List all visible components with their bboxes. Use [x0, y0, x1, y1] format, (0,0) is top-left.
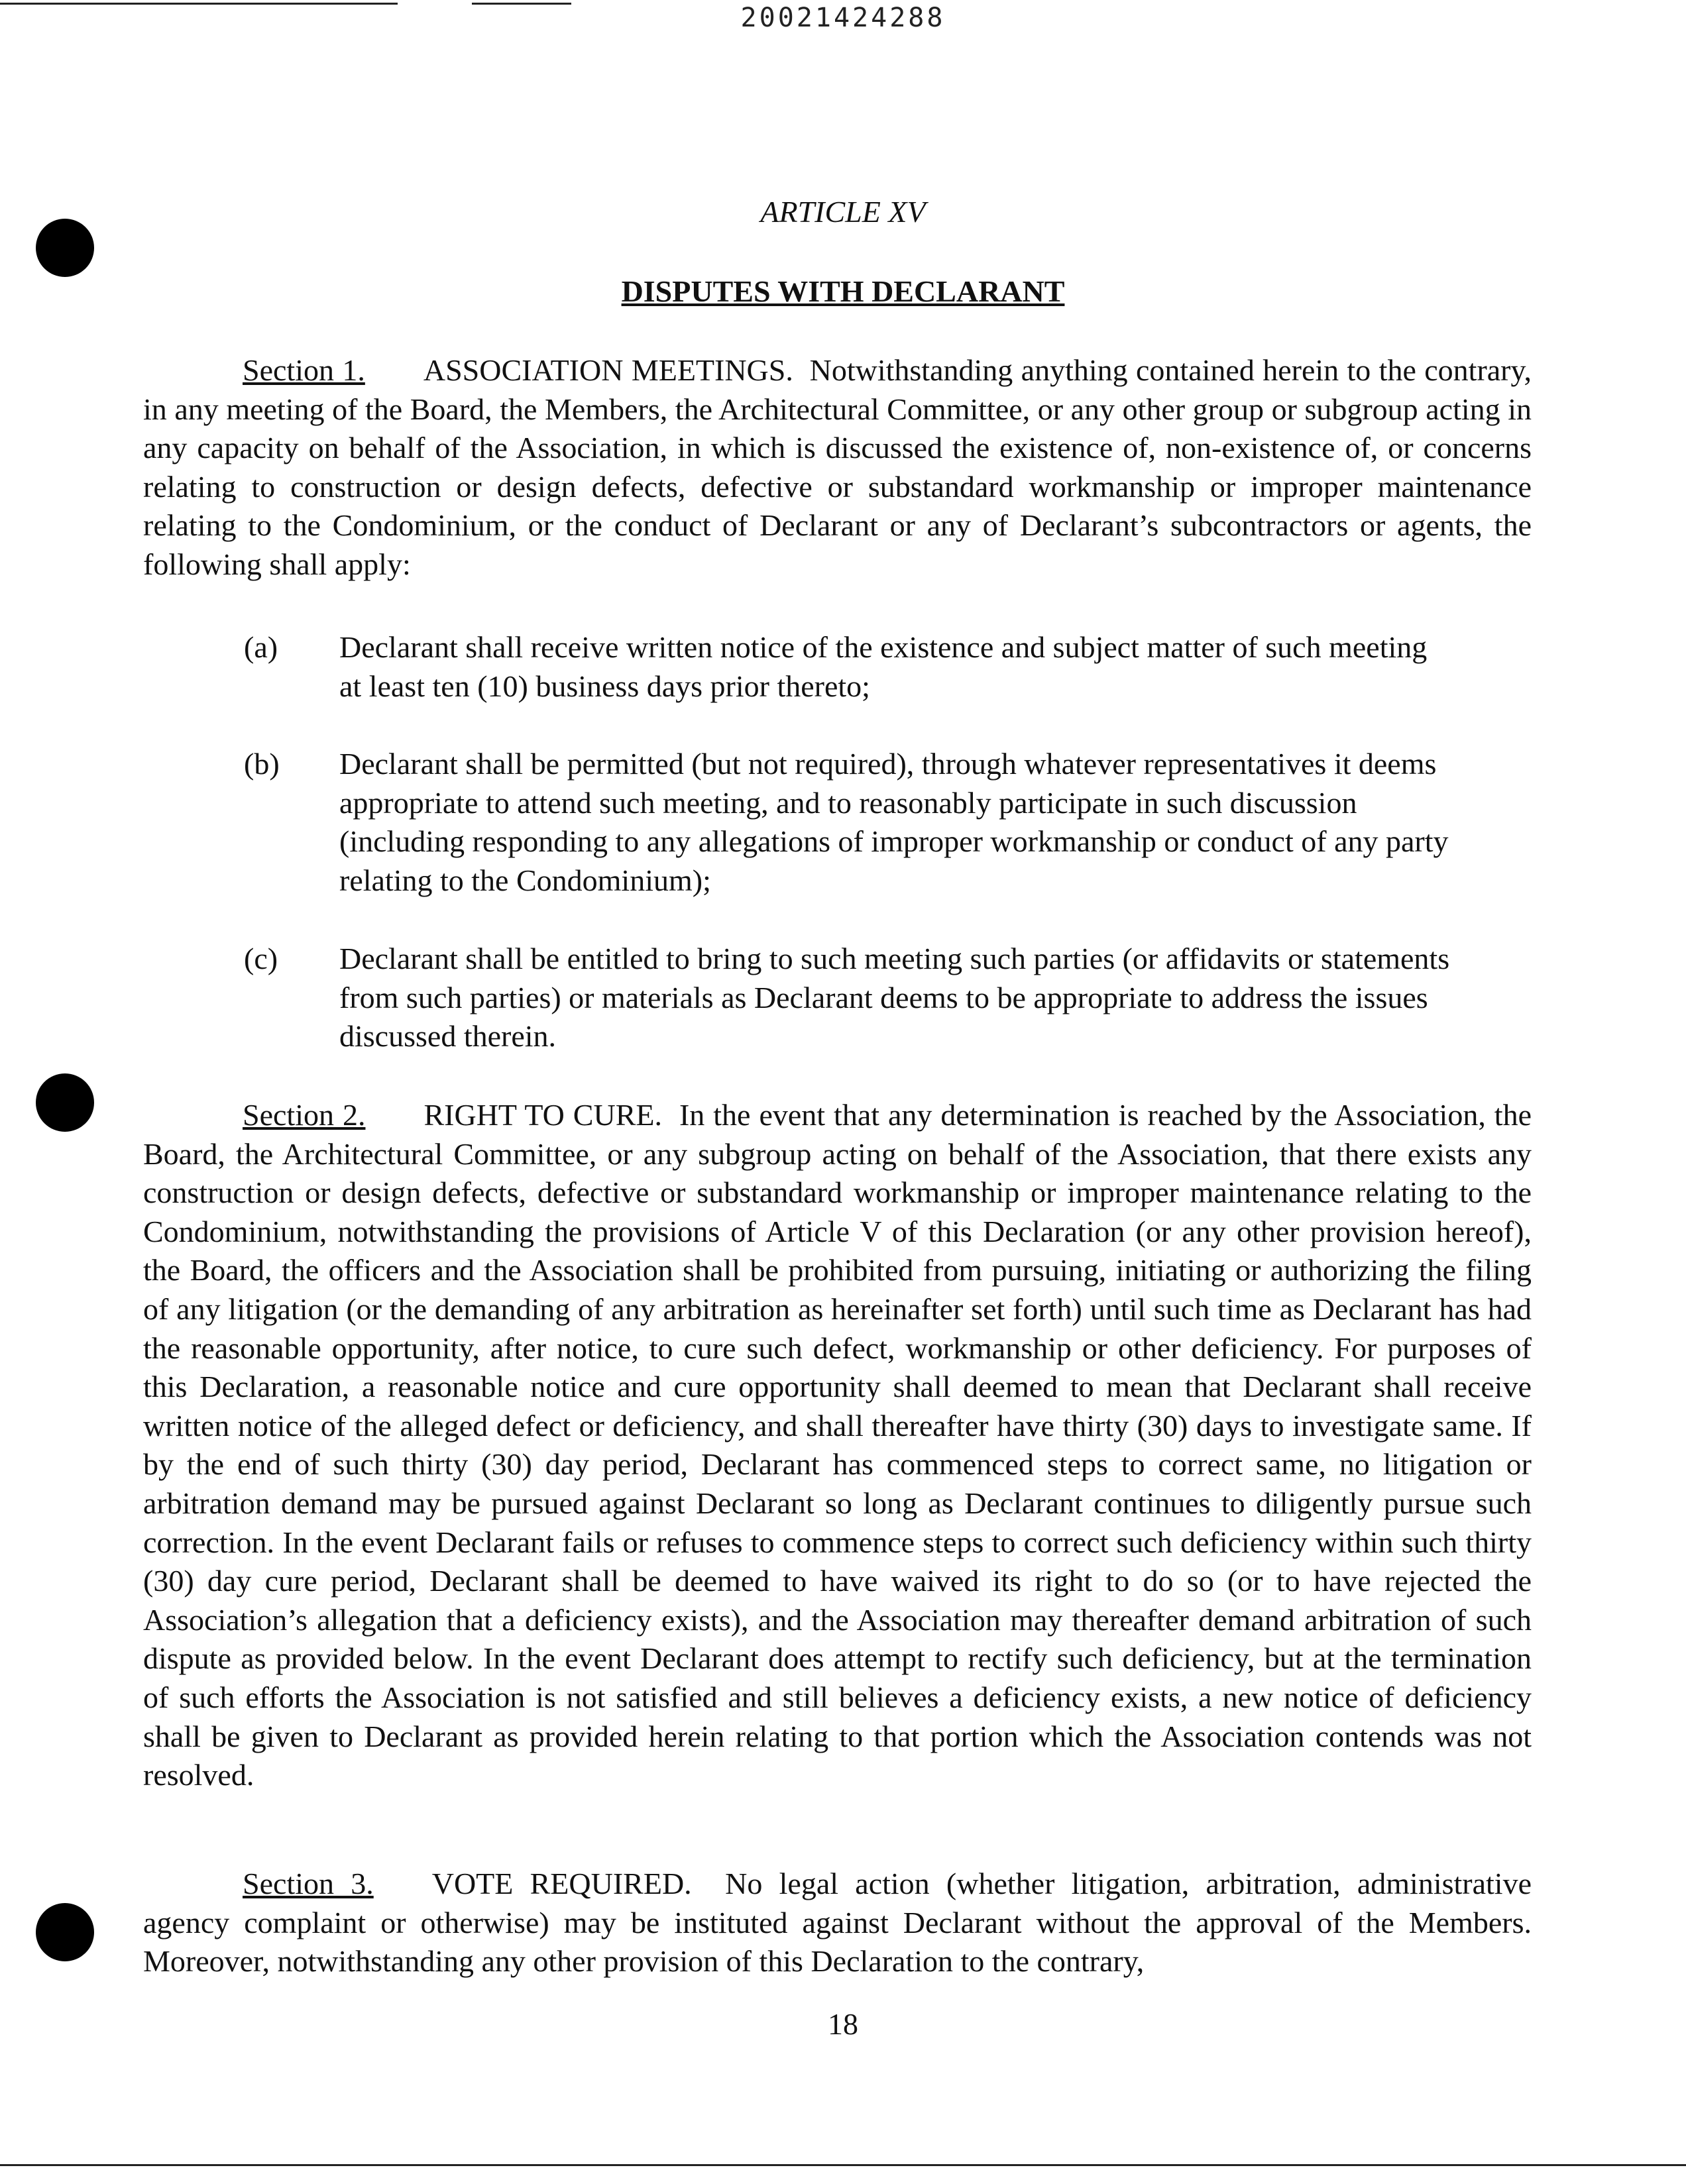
punch-hole-bottom — [36, 1903, 94, 1961]
article-title: DISPUTES WITH DECLARANT — [621, 274, 1065, 308]
list-marker-c: (c) — [244, 942, 278, 975]
section-3-paragraph — [143, 1865, 1532, 1981]
list-text-a: Declarant shall receive written notice of the existence and subject matter of such meeting at least ten (10) business days prior thereto; — [339, 630, 1428, 703]
list-item-c — [244, 940, 1450, 1056]
punch-hole-middle — [36, 1073, 94, 1132]
document-id: 20021424288 — [740, 3, 946, 33]
section-2-text: In the event that any determination is reached by the Association, the Board, the Architectural Committee, or any subgroup acting on behalf of the Association, that there exists any construction or design defects, defective or substandard workmanship or improper maintenance relating to the Condominium, notwithstanding the provisions of Article V of this Declaration (or any other provision hereof), the Board, the officers and the Association shall be prohibited from pursuing, initiating or authorizing the filing of any litigation (or the demanding of any arbitration as hereinafter set forth) until such time as Declarant has had the reasonable opportunity, after notice, to cure such defect, workmanship or other deficiency. For purposes of this Declaration, a reasonable notice and cure opportunity shall deemed to mean that Declarant shall receive written notice of the alleged defect or deficiency, and shall thereafter have thirty (30) days to investigate same. If by the end of such thirty (30) day period, Declarant has commenced steps to correct same, no litigation or arbitration demand may be pursued against Declarant so long as Declarant continues to diligently pursue such correction. In the event Declarant fails or refuses to commence steps to correct such deficiency within such thirty (30) day cure period, Declarant shall be deemed to have waived its right to do so (or to have rejected the Association’s allegation that a deficiency exists), and the Association may thereafter demand arbitration of such dispute as provided below. In the event Declarant does attempt to rectify such deficiency, but at the termination of such efforts the Association is not satisfied and still believes a deficiency exists, a new notice of deficiency shall be given to Declarant as provided herein relating to that portion which the Association contends was not resolved. — [143, 1098, 1532, 1792]
section-1-heading: ASSOCIATION MEETINGS. — [423, 353, 793, 387]
section-1-label: Section 1. — [243, 353, 365, 387]
list-text-b: Declarant shall be permitted (but not required), through whatever representatives it deems appropriate to attend such meeting, and to reasonably participate in such discussion (including responding to any allegations of improper workmanship or conduct of any party relating to the Condominium); — [339, 747, 1449, 897]
section-2-heading: RIGHT TO CURE. — [423, 1098, 662, 1132]
section-2-label: Section 2. — [243, 1098, 366, 1132]
list-item-a — [244, 628, 1450, 706]
bottom-rule — [0, 2164, 1686, 2166]
section-3-text: No legal action (whether litigation, arbitration, administrative agency complaint or otherwise) may be instituted against Declarant without the approval of the Members. Moreover, notwithstanding any other provision of this Declaration to the contrary, — [143, 1867, 1532, 1979]
page-number: 18 — [828, 2007, 858, 2041]
section-1-paragraph — [143, 351, 1532, 584]
section-2-paragraph — [143, 1096, 1532, 1795]
list-marker-b: (b) — [244, 747, 280, 781]
section-3-heading: VOTE REQUIRED. — [431, 1867, 692, 1900]
list-text-c: Declarant shall be entitled to bring to such meeting such parties (or affidavits or statements from such parties) or materials as Declarant deems to be appropriate to address the issues discussed therein. — [339, 942, 1450, 1054]
article-number: ARTICLE XV — [760, 195, 926, 229]
list-item-b — [244, 745, 1450, 900]
section-3-label: Section 3. — [243, 1867, 374, 1900]
section-1-text: Notwithstanding anything contained herein to the contrary, in any meeting of the Board, the Members, the Architectural Committee, or any other group or subgroup acting in any capacity on behalf of the Association, in which is discussed the existence of, non-existence of, or concerns relating to construction or design defects, defective or substandard workmanship or improper maintenance relating to the Condominium, or the conduct of Declarant or any of Declarant’s subcontractors or agents, the following shall apply: — [143, 353, 1532, 581]
list-marker-a: (a) — [244, 630, 278, 664]
